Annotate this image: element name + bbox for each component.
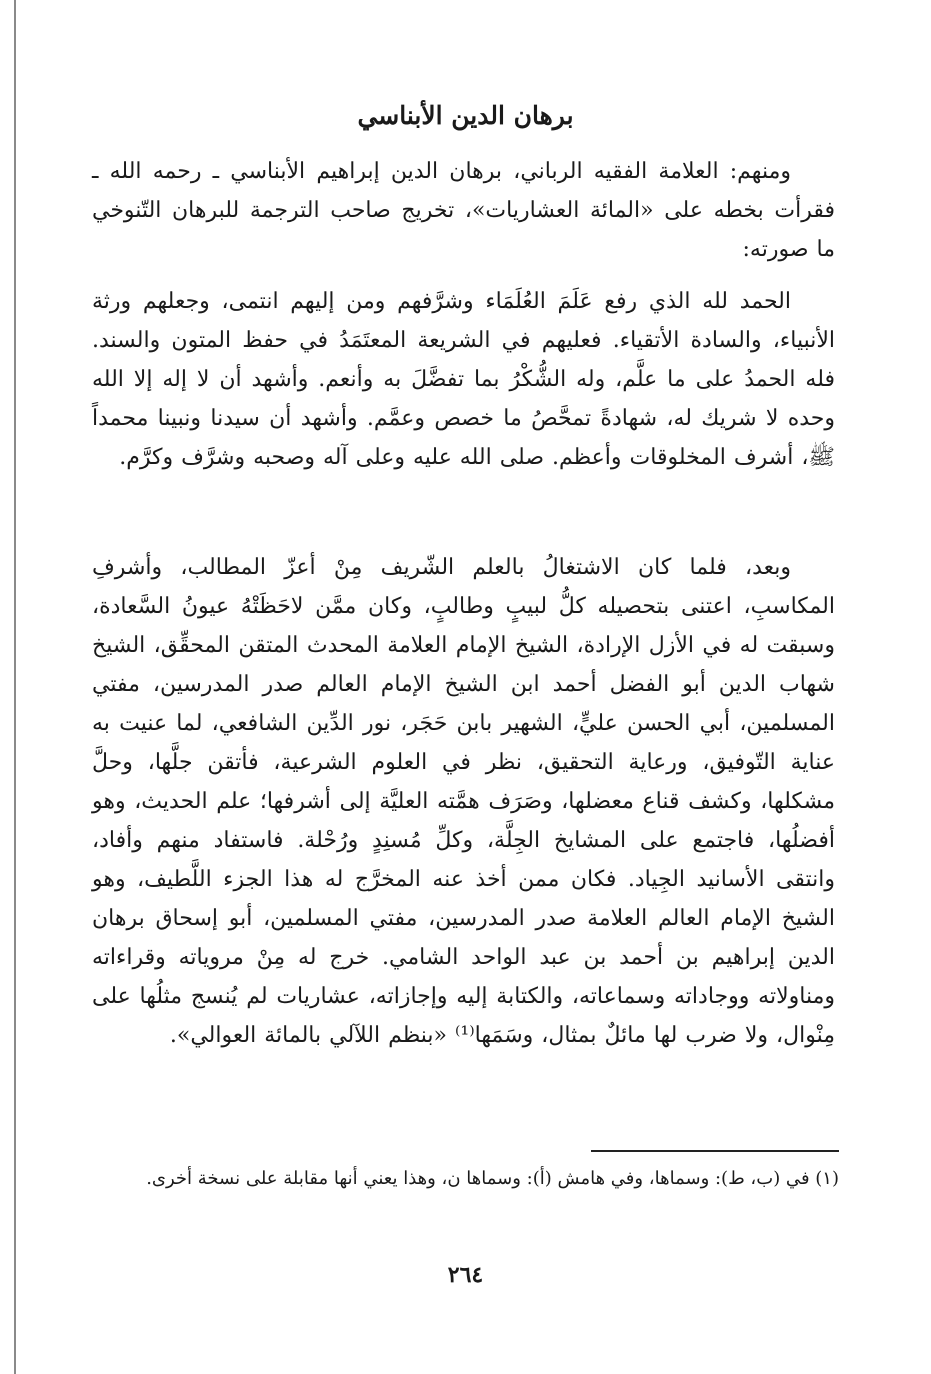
page-title: برهان الدين الأبناسي <box>357 101 574 130</box>
scan-edge-line <box>14 0 16 1374</box>
paragraph-praise-text: الحمد لله الذي رفع عَلَمَ العُلَمَاء وشرَّفهم ومن إليهم انتمى، وجعلهم ورثة الأنبياء، والسادة الأتقياء. فعليهم في الشريعة المعتَمَدُ في حفظ المتون والسند. فله الحمدُ على ما علَّم، وله الشُّكْرُ بما تفضَّلَ به وأنعم. وأشهد أن لا إله إلا الله وحده لا شريك له، شهادةً تمحَّصُ ما خصص وعمَّم. وأشهد أن سيدنا ونبينا محمداً ﷺ، أشرف المخلوقات وأعظم. صلى الله عليه وعلى آله وصحبه وشرَّف وكرَّم. <box>92 289 836 470</box>
paragraph-main-text: وبعد، فلما كان الاشتغالُ بالعلم الشّريف مِنْ أعزّ المطالب، وأشرفِ المكاسبِ، اعتنى بتحصيله كلُّ لبيبٍ وطالبٍ، وكان ممَّن لاحَظَتْهُ عيونُ السَّعادة، وسبقت له في الأزل الإرادة، الشيخ الإمام العلامة المحدث المتقن المحقِّق، الشيخ شهاب الدين أبو الفضل أحمد ابن الشيخ الإمام العالم صدر المدرسين، مفتي المسلمين، أبي الحسن عليٍّ، الشهير بابن حَجَر، نور الدِّين الشافعي، لما عنيت به عناية التّوفيق، ورعاية التحقيق، نظر في العلوم الشرعية، فأتقن جلَّها، وحلَّ مشكلها، وكشف قناع معضلها، وصَرَف همَّته العليَّة إلى أشرفها؛ علم الحديث، وهو أفضلُها، فاجتمع على المشايخ الجِلَّة، وكلِّ مُسنِدٍ ورُحْلة. فاستفاد منهم وأفاد، وانتقى الأسانيد الجِياد. فكان ممن أخذ عنه المخرَّج له هذا الجزء اللَّطيف، وهو الشيخ الإمام العالم العلامة صدر المدرسين، مفتي المسلمين، أبو إسحاق برهان الدين إبراهيم بن أحمد بن عبد الواحد الشامي. خرج له مِنْ مروياته وقراءاته ومناولاته ووجاداته وسماعاته، والكتابة إليه وإجازاته، عشاريات لم يُنسج مثلُها على مِنْوال، ولا ضرب لها مائلٌ بمثال، وسَمَها⁽¹⁾ «بنظم اللآلي بالمائة العوالي». <box>92 555 835 1048</box>
paragraph-intro <box>92 152 835 269</box>
page-number: ٢٦٤ <box>447 1262 484 1288</box>
paragraph-intro-text: ومنهم: العلامة الفقيه الرباني، برهان الدين إبراهيم الأبناسي ـ رحمه الله ـ فقرأت بخطه على «المائة العشاريات»، تخريج صاحب الترجمة للبرهان التّنوخي ما صورته: <box>92 159 835 262</box>
footnote: (١) في (ب، ط): وسماها، وفي هامش (أ): وسماها ن، وهذا يعني أنها مقابلة على نسخة أخرى. <box>146 1168 839 1189</box>
paragraph-praise <box>92 282 835 477</box>
footnote-divider <box>591 1150 839 1152</box>
paragraph-main <box>92 548 835 1055</box>
